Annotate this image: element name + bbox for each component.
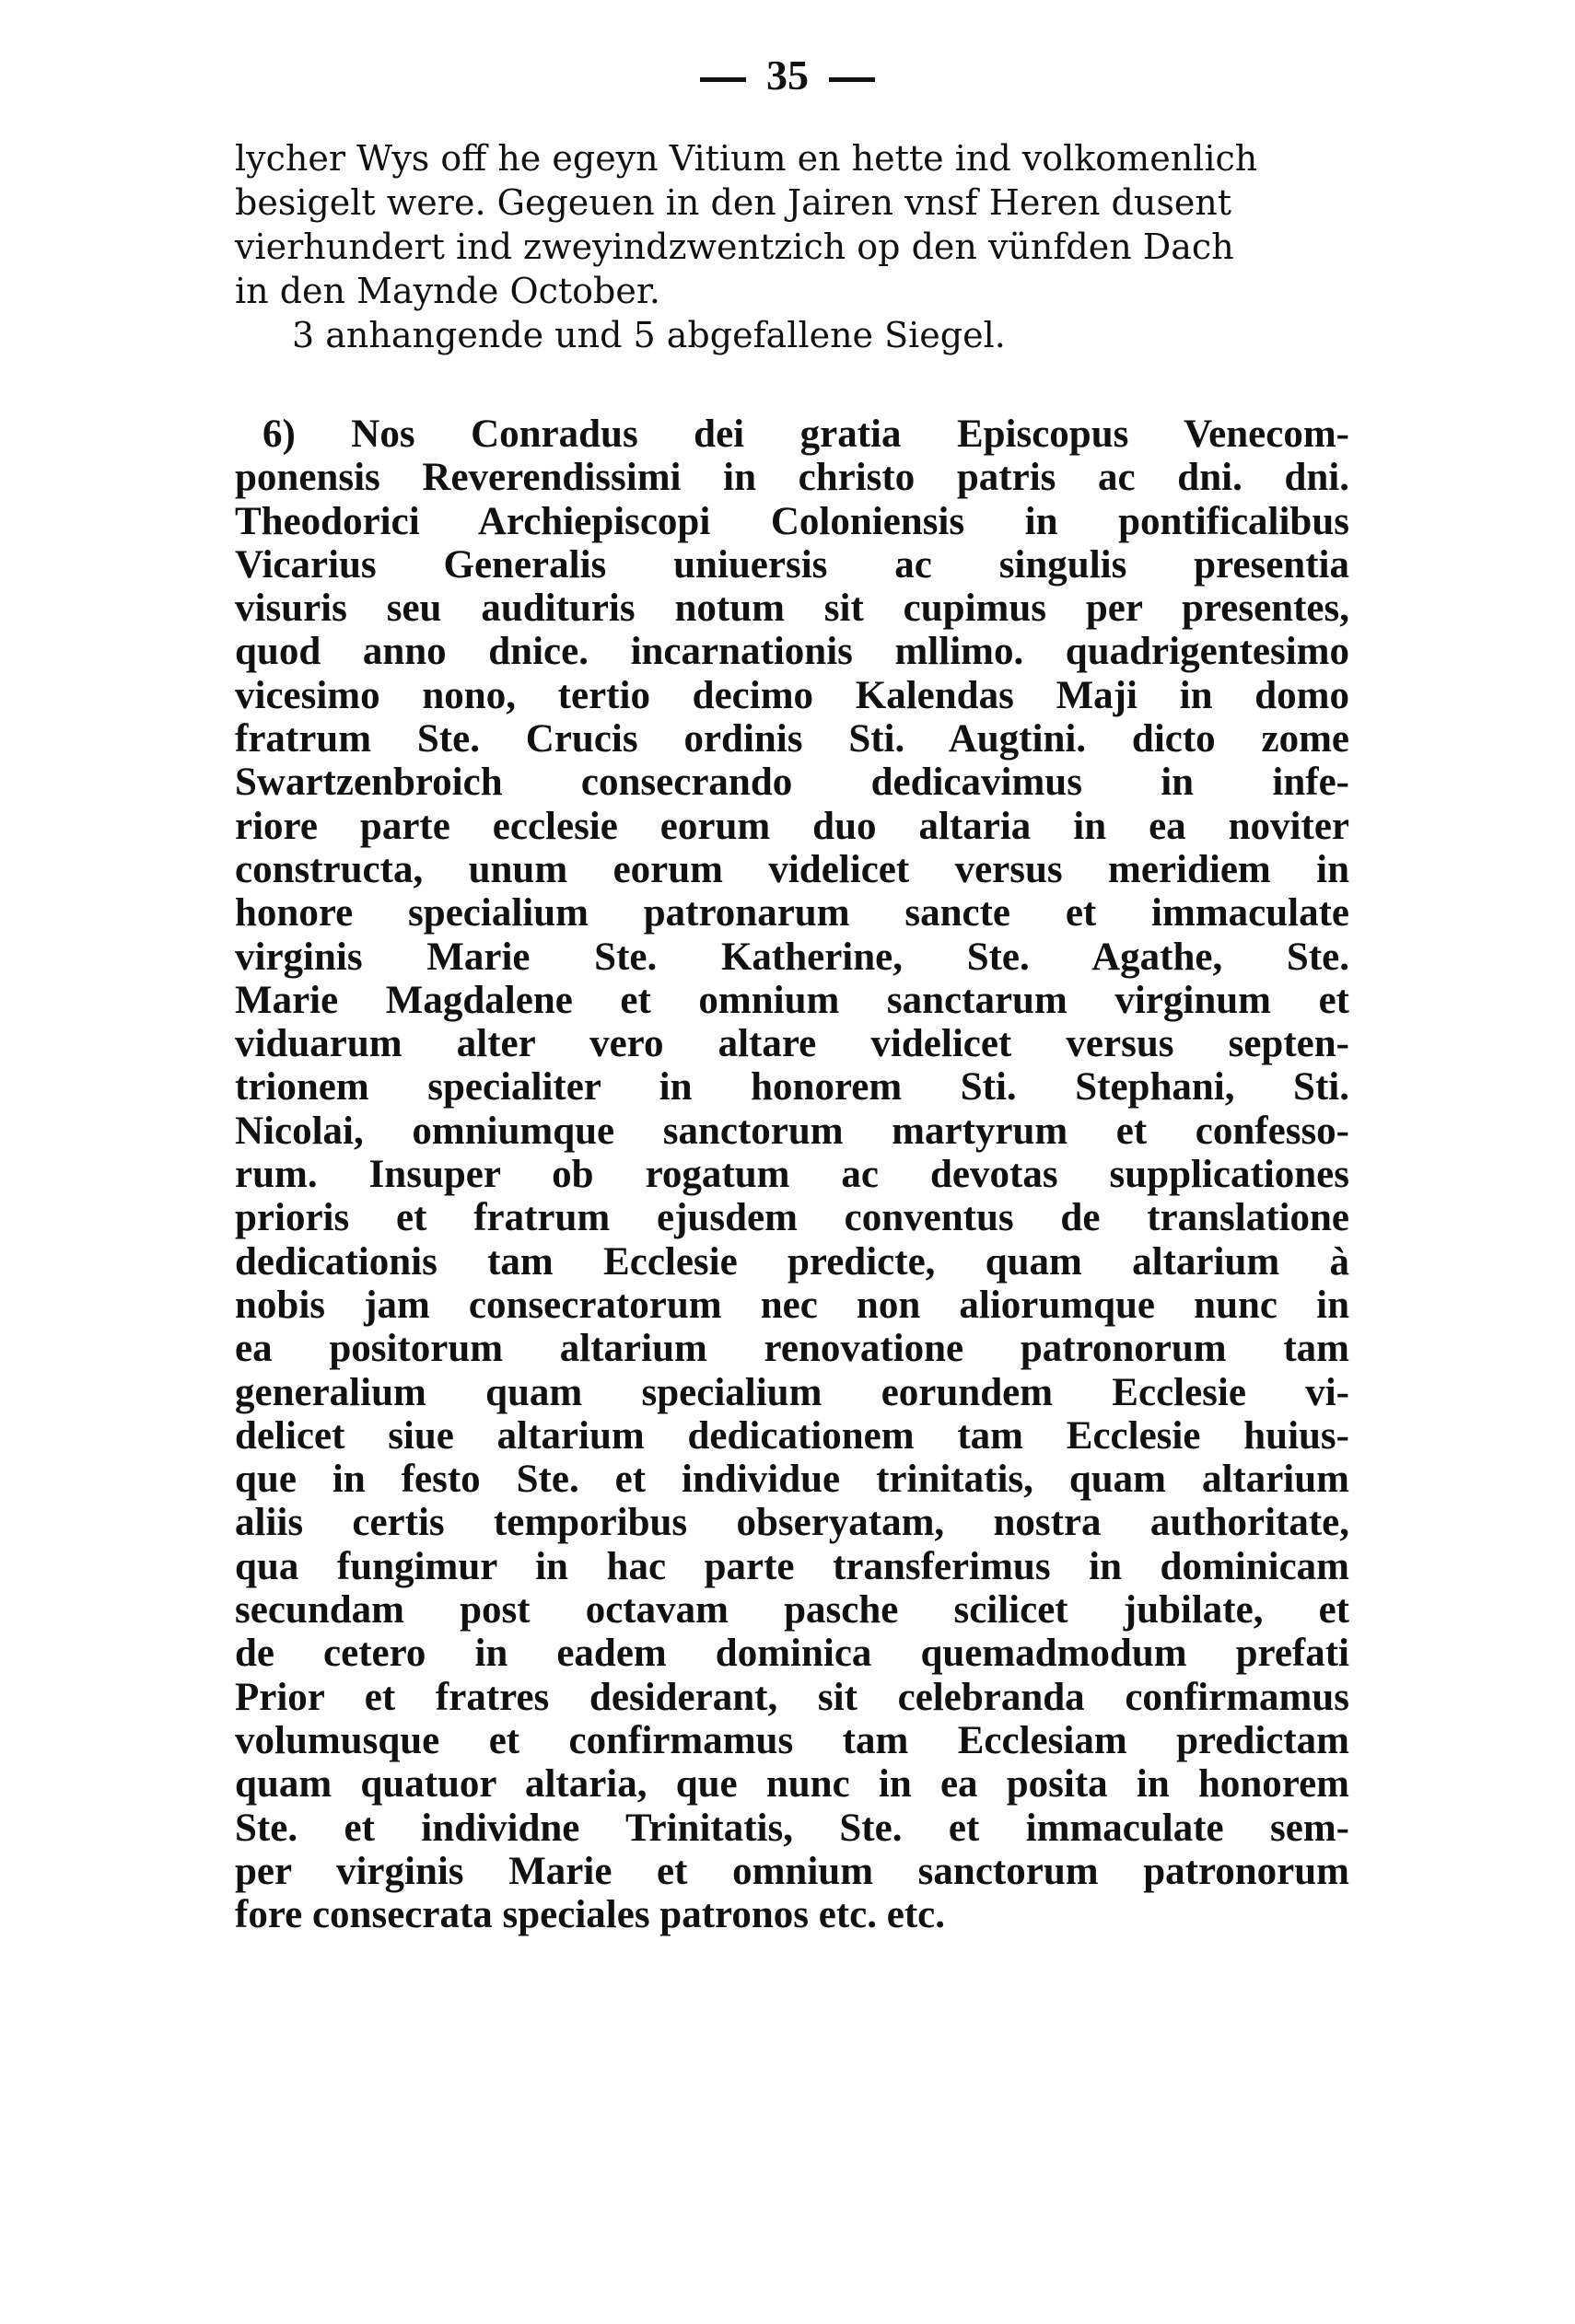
latin-line: delicet siue altarium dedicationem tam Ecclesie huius- [235, 1413, 1349, 1458]
latin-line: vicesimo nono, tertio decimo Kalendas Maji in domo [235, 673, 1349, 717]
latin-line: Prior et fratres desiderant, sit celebranda confirmamus [235, 1675, 1349, 1719]
latin-line: Marie Magdalene et omnium sanctarum virginum et [235, 978, 1349, 1022]
latin-line: quam quatuor altaria, que nunc in ea posita in honorem [235, 1762, 1349, 1807]
latin-line: generalium quam specialium eorundem Ecclesie vi- [235, 1370, 1349, 1414]
latin-line: visuris seu audituris notum sit cupimus per presentes, [235, 587, 1349, 631]
latin-line: trionem specialiter in honorem Sti. Stephani, Sti. [235, 1065, 1349, 1110]
latin-line: 6) Nos Conradus dei gratia Episcopus Venecom- [262, 413, 1349, 456]
page-header [0, 48, 1575, 103]
latin-charter-text [235, 413, 1349, 1936]
header-dash-left [700, 77, 746, 82]
latin-line: constructa, unum eorum videlicet versus meridiem in [235, 847, 1349, 891]
latin-line: Swartzenbroich consecrando dedicavimus in infe- [235, 761, 1349, 805]
latin-line: prioris et fratrum ejusdem conventus de translatione [235, 1196, 1349, 1240]
latin-line: aliis certis temporibus obseryatam, nostra authoritate, [235, 1501, 1349, 1545]
latin-line: ea positorum altarium renovatione patronorum tam [235, 1327, 1349, 1371]
latin-line: Nicolai, omniumque sanctorum martyrum et confesso- [235, 1109, 1349, 1153]
latin-line: fratrum Ste. Crucis ordinis Sti. Augtini. dicto zome [235, 717, 1349, 761]
latin-line: per virginis Marie et omnium sanctorum patronorum [235, 1849, 1349, 1893]
german-line: in den Maynde October. [235, 271, 660, 311]
german-line: besigelt were. Gegeuen in den Jairen vnsf Heren dusent [235, 182, 1232, 223]
latin-line: Vicarius Generalis uniuersis ac singulis presentia [235, 542, 1349, 587]
latin-line: de cetero in eadem dominica quemadmodum prefati [235, 1632, 1349, 1676]
latin-line: rum. Insuper ob rogatum ac devotas supplicationes [235, 1153, 1349, 1197]
latin-line: viduarum alter vero altare videlicet versus septen- [235, 1022, 1349, 1066]
latin-line: quod anno dnice. incarnationis mllimo. quadrigentesimo [235, 630, 1349, 674]
german-text-block [235, 136, 1349, 357]
latin-line: Ste. et individne Trinitatis, Ste. et immaculate sem- [235, 1806, 1349, 1850]
seal-note: 3 anhangende und 5 abgefallene Siegel. [292, 315, 1006, 355]
latin-line: que in festo Ste. et individue trinitatis, quam altarium [235, 1458, 1349, 1502]
latin-line: volumusque et confirmamus tam Ecclesiam predictam [235, 1718, 1349, 1762]
latin-line: fore consecrata speciales patronos etc. etc. [235, 1893, 945, 1937]
page-number: 35 [766, 52, 809, 99]
latin-line: secundam post octavam pasche scilicet jubilate, et [235, 1588, 1349, 1633]
latin-line: qua fungimur in hac parte transferimus in dominicam [235, 1544, 1349, 1588]
german-line: vierhundert ind zweyindzwentzich op den vünfden Dach [235, 227, 1234, 267]
header-dash-right [829, 77, 875, 82]
latin-line: virginis Marie Ste. Katherine, Ste. Agathe, Ste. [235, 935, 1349, 979]
latin-line: nobis jam consecratorum nec non aliorumque nunc in [235, 1283, 1349, 1327]
latin-line: riore parte ecclesie eorum duo altaria in ea noviter [235, 804, 1349, 848]
latin-line: dedicationis tam Ecclesie predicte, quam altarium à [235, 1239, 1349, 1284]
latin-line: Theodorici Archiepiscopi Coloniensis in pontificalibus [235, 499, 1349, 543]
latin-line: honore specialium patronarum sancte et immaculate [235, 891, 1349, 935]
german-line: lycher Wys off he egeyn Vitium en hette ind volkomenlich [235, 138, 1258, 179]
latin-line: ponensis Reverendissimi in christo patris ac dni. dni. [235, 456, 1349, 500]
